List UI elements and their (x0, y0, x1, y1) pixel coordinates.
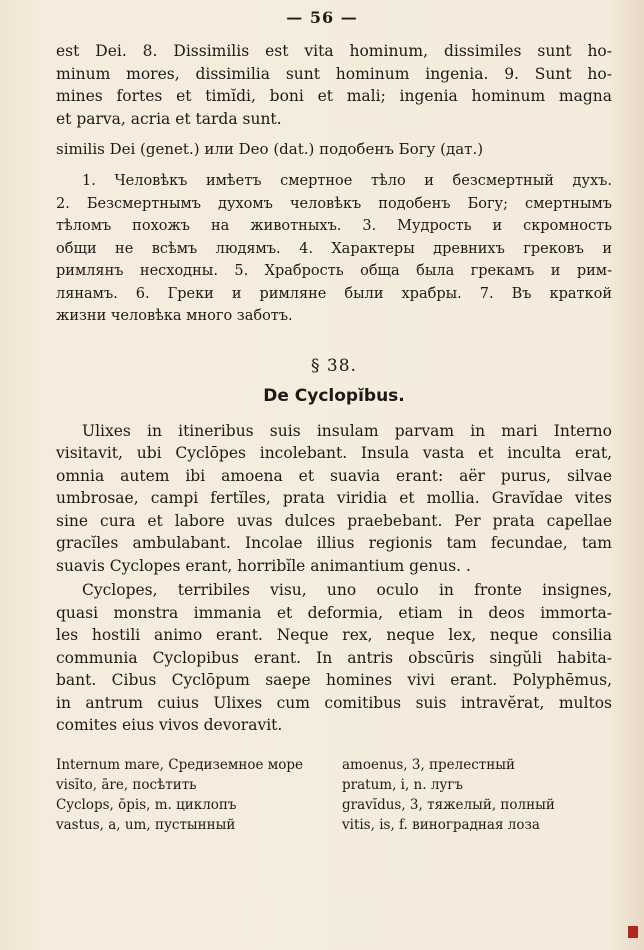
vocab-entry: pratum, i, n. лугъ (342, 776, 464, 793)
text-line: suavis Cyclopes erant, horribĭle animantium genus. . (56, 556, 471, 575)
text-line: les hostili animo erant. Neque rex, neque lex, neque consilia (56, 626, 612, 644)
vocabulary-list (56, 755, 612, 835)
text-line: римлянъ несходны. 5. Храбрость обща была грекамъ и рим- (56, 263, 612, 279)
text-line: communia Cyclopibus erant. In antris obscūris singŭli habita- (56, 648, 612, 667)
text-line: in antrum cuius Ulixes cum comitibus suis intravĕrat, multos (56, 693, 612, 712)
corner-mark (628, 926, 638, 938)
text-line: sine cura et labore uvas dulces praebebant. Per prata capellae (56, 511, 612, 530)
grammar-note: similis Dei (genet.) или Deo (dat.) подобенъ Богу (дат.) (56, 140, 484, 158)
text-line: тѣломъ похожъ на животныхъ. 3. Мудрость и скромность (56, 218, 612, 234)
text-line: общи не всѣмъ людямъ. 4. Характеры древнихъ грековъ и (56, 240, 612, 257)
vocab-entry: visĭto, āre, посѣтить (56, 776, 197, 793)
latin-sentences (56, 40, 612, 130)
paragraph-2 (56, 579, 612, 737)
text-line: Ulixes in itineribus suis insulam parvam in mari Interno (82, 421, 612, 440)
text-line: Cyclopes, terribiles visu, uno oculo in fronte insignes, (82, 581, 612, 599)
text-line: жизни человѣка много заботъ. (56, 308, 293, 324)
russian-exercise (56, 170, 612, 328)
text-line: mines fortes et timĭdi, boni et mali; ingenia hominum magna (56, 87, 612, 105)
text-line: omnia autem ibi amoena et suavia erant: aër purus, silvae (56, 466, 612, 485)
text-line: 1. Человѣкъ имѣетъ смертное тѣло и безсмертный духъ. (82, 173, 612, 189)
text-line: лянамъ. 6. Греки и римляне были храбры. 7. Въ краткой (56, 285, 612, 302)
text-line: bant. Cibus Cyclōpum saepe homines vivi erant. Polyphēmus, (56, 671, 612, 689)
section-number: § 38. (311, 355, 357, 376)
text-line: gracĭles ambulabant. Incolae illius regionis tam fecundae, tam (56, 534, 612, 552)
vocab-entry: gravĭdus, 3, тяжелый, полный (342, 796, 555, 813)
section-title: De Cyclopĭbus. (263, 385, 405, 406)
text-line: et parva, acria et tarda sunt. (56, 109, 282, 128)
vocab-entry: vitis, is, f. виноградная лоза (342, 816, 540, 833)
vocab-entry: amoenus, 3, прелестный (342, 756, 516, 773)
vocab-entry: vastus, a, um, пустынный (56, 816, 236, 833)
text-line: est Dei. 8. Dissimilis est vita hominum, dissimiles sunt ho- (56, 42, 612, 60)
page-content (56, 40, 612, 835)
text-line: visitavit, ubi Cyclōpes incolebant. Insula vasta et inculta erat, (56, 444, 612, 462)
vocab-entry: Internum mare, Средиземное море (56, 756, 304, 773)
vocab-entry: Cyclops, ōpis, m. циклопъ (56, 796, 237, 813)
text-line: 2. Безсмертнымъ духомъ человѣкъ подобенъ Богу; смертнымъ (56, 195, 612, 212)
text-line: umbrosae, campi fertĭles, prata viridia et mollia. Gravĭdae vites (56, 489, 612, 507)
page-number: — 56 — (286, 8, 358, 27)
paragraph-1 (56, 420, 612, 578)
text-line: quasi monstra immania et deformia, etiam in deos immorta- (56, 603, 612, 622)
text-line: minum mores, dissimilia sunt hominum ingenia. 9. Sunt ho- (56, 64, 612, 83)
text-line: comites eius vivos devoravit. (56, 716, 283, 734)
